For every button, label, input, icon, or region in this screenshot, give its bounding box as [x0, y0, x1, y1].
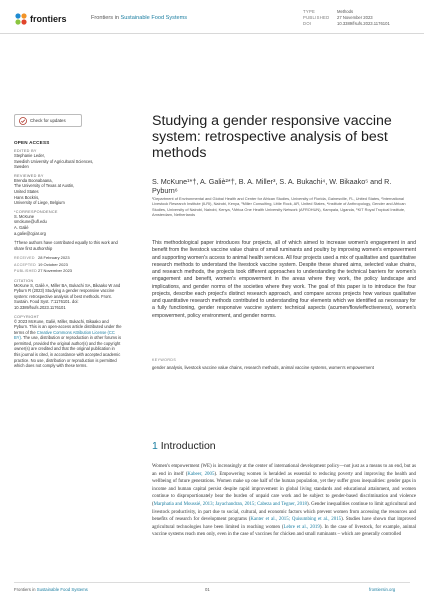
introduction-paragraph — [152, 463, 416, 539]
published-label: PUBLISHED — [14, 269, 38, 274]
section-heading-introduction — [152, 440, 216, 452]
citation-link[interactable]: Lebre et al., 2019 — [283, 524, 320, 530]
check-updates-label: Check for updates — [30, 118, 66, 123]
copyright — [14, 319, 122, 369]
open-access-label: OPEN ACCESS — [14, 140, 50, 145]
check-updates-icon — [19, 117, 27, 125]
header-divider — [0, 33, 424, 34]
published-label: PUBLISHED — [303, 15, 330, 20]
authors: S. McKune¹*†, A. Galiè²*†, B. A. Miller³, S. A. Bukachi⁴, W. Bikaako⁵ and R. Pyburn⁶ — [152, 177, 392, 196]
reviewed-by: Brenda Boonabaana, The University of Texas at Austin, United States Hans Bockris, University of Liege, Belgium — [14, 177, 75, 206]
intro-text-3: ). Gender inequalities continue to limit agricultural and livestock productivity, in part due to social, cultural, and economic factors which prevent women from accessing the resources and benefits of research for development programs ( — [152, 501, 416, 523]
keywords: gender analysis, livestock vaccine value chains, research methods, animal vaccine systems, women's empowerment — [152, 365, 374, 370]
check-updates-button[interactable] — [14, 114, 82, 127]
intro-text-1: Women's empowerment (WE) is increasingly at the center of international development policy—not just as a means to an end, but as an end in itself ( — [152, 464, 416, 477]
license-link[interactable]: Creative Commons Attribution License (CC BY) — [14, 329, 115, 341]
brand-name: frontiers — [30, 14, 67, 24]
sidebar — [14, 140, 122, 369]
journal-prefix: Frontiers in — [91, 15, 119, 21]
footer-journal-link[interactable]: Sustainable Food Systems — [36, 587, 88, 592]
doi-link[interactable]: 10.3389/fsufs.2023.1176101 — [337, 21, 390, 26]
edited-by: Stephanie Leder, Swedish University of Agricultural Sciences, Sweden — [14, 153, 94, 170]
abstract: This methodological paper introduces four projects, all of which aimed to increase women's engagement in and benefit from the livestock vaccine value chains of small ruminants and poultry by improving women's empowerment and supporting women's access to animal health services. All four projects used a mix of qualitative and quantitative research methods to understand the livestock vaccine system. Despite these shared aims, selected value chains, and research methods, the projects took different approaches to understanding the technical barriers for women's engagement and benefit, women's empowerment in the areas where they work, the policy landscape and implications, and gender norms of the societies where they work. The goal of this paper is to introduce the four projects, describe each project's distinct research approach, and compare across projects how various qualitative and quantitative research methods contributed to understanding four elements which we identified as necessary for a fully functioning, gender responsive vaccine system: technical aspects (acumen/flow/effectiveness), women's empowerment, policy environment, and gender norms. — [152, 240, 416, 319]
copyright-text: © 2023 McKune, Galiè, Miller, Bukachi, Bikaako and Pyburn. This is an open-access article distributed under the terms of the — [14, 318, 122, 335]
keywords-label: KEYWORDS — [152, 358, 177, 362]
citation-link[interactable]: Kabeer, 2005 — [187, 471, 215, 477]
edited-by-label: EDITED BY — [14, 149, 37, 153]
published-value: 27 November 2023 — [337, 15, 373, 20]
citation: McKune S, Galiè A, Miller BA, Bukachi SA, Bikaako W and Pyburn R (2023) Studying a gender responsive vaccine system: retrospective analysis of best methods. Front. Sustain. Food Syst. 7:1176101. doi: 10.3389/fsufs.2023.1176101 — [14, 282, 121, 310]
accepted-date: 19 October 2023 — [38, 261, 68, 267]
correspondence-label: *CORRESPONDENCE — [14, 209, 58, 214]
copyright-label: COPYRIGHT — [14, 314, 40, 319]
article-dates — [14, 255, 122, 274]
footer-journal-prefix: Frontiers in — [14, 587, 36, 592]
section-title: Introduction — [160, 440, 216, 452]
intro-text-2: ). Empowering women is heralded as essential to reducing poverty and improving the health and wellbeing of future generations. Women make up one half of the human population, yet they suffer gross inequalities: gender gaps in income and human capital persist despite rapid improvement in global living standards and educational attainment, and women continue to disproportionately bear the burden of unpaid care work and be subject to gender-based discrimination and violence ( — [152, 471, 416, 507]
frontiers-logo[interactable] — [14, 12, 67, 26]
intro-text-4: ). Studies have shown that improved agricultural technologies have been limited in reaching women ( — [152, 517, 416, 530]
article-meta — [303, 9, 390, 27]
citation-link[interactable]: Kanter et al., 2015; Quisumbing et al., 2015 — [250, 517, 342, 523]
published-date: 27 November 2023 — [38, 268, 73, 274]
footer-divider — [14, 582, 410, 583]
journal-title — [91, 15, 187, 21]
journal-name-link[interactable]: Sustainable Food Systems — [120, 15, 188, 21]
type-label: TYPE — [303, 9, 316, 14]
intro-text-5: ). In the case of livestock, for example, animal vaccine systems reach men only, even in the case of vaccines for chicken and small ruminants – which are generally controlled — [152, 524, 417, 538]
received-date: 28 February 2023 — [38, 255, 70, 261]
footer-journal — [14, 587, 88, 592]
affiliations: ¹Department of Environmental and Global Health and Center for African Studies, University of Florida, Gainesville, FL, United States, ²International Livestock Research Institute (ILRI), Nairobi, Kenya, ³Miller Consulting, Little Rock, AR, United States, ⁴Institute of Anthropology, Gender and African Studies, University of Nairobi, Nairobi, Kenya, ⁵Africa One Health University Network (AFROHUN), Kampala, Uganda, ⁶KIT Royal Tropical Institute, Amsterdam, Netherlands — [152, 196, 406, 218]
page-number: 01 — [205, 587, 210, 592]
site-link[interactable]: frontiersin.org — [369, 587, 396, 592]
copyright-text-cont: . The use, distribution or reproduction in other forums is permitted, provided the original author(s) and the copyright owner(s) are credited and that the original publication in this journal is cited, in accordance with accepted academic practice. No use, distribution or reproduction is permitted which does not comply with these terms. — [14, 335, 122, 369]
doi-label: DOI — [303, 21, 312, 26]
article-title: Studying a gender responsive vaccine system: retrospective analysis of best methods — [152, 113, 392, 162]
frontiers-logo-icon — [14, 12, 28, 26]
reviewed-by-label: REVIEWED BY — [14, 173, 44, 178]
type-value: Methods — [337, 9, 354, 14]
citation-label: CITATION — [14, 278, 34, 283]
equal-contribution-note: †These authors have contributed equally to this work and share first authorship — [14, 240, 118, 251]
citation-link[interactable]: Marphatia and Moussié, 2013; Jayachandran, 2015; Cabeza and Tegner, 2018 — [153, 501, 307, 507]
section-number: 1 — [152, 440, 158, 452]
received-label: RECEIVED — [14, 256, 35, 261]
accepted-label: ACCEPTED — [14, 262, 36, 267]
correspondence[interactable]: S. McKune smckune@ufl.edu A. Galiè a.galie@cgiar.org — [14, 213, 47, 236]
